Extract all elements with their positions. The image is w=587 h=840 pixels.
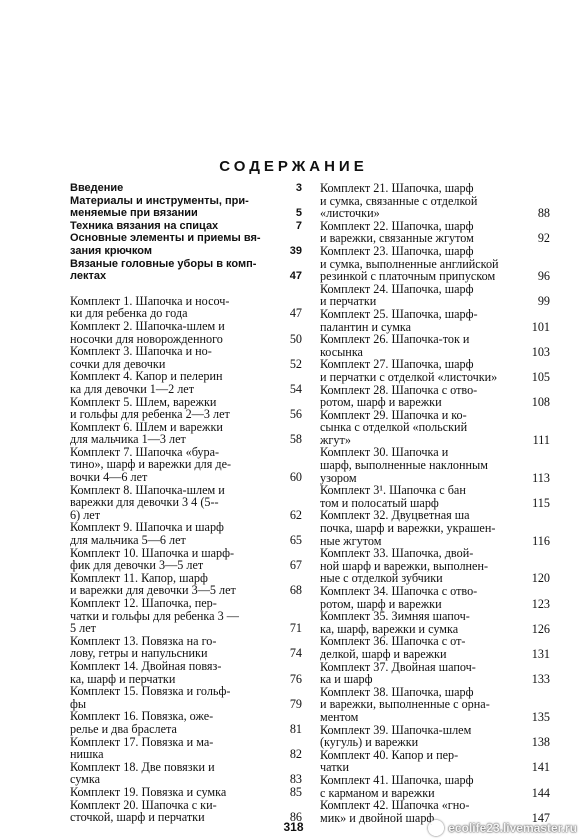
toc-entry [70, 547, 302, 572]
toc-entry-title: Основные элементы и приемы вя- зания крючком [70, 232, 261, 257]
toc-entry-title: Комплект 9. Шапочка и шарф для мальчика 5—6 лет [70, 520, 224, 548]
toc-entry-title: Комплект 2. Шапочка-шлем и носочки для новорожденного [70, 318, 225, 346]
toc-entry-page: 56 [289, 407, 302, 422]
toc-entry [70, 635, 302, 660]
toc-entry-page: 82 [289, 747, 302, 762]
toc-entry-page: 120 [531, 571, 550, 586]
toc-entry-title: Комплект 32. Двуцветная ша почка, шарф и варежки, украшен- ные жгутом [320, 508, 496, 548]
toc-entry-page: 133 [531, 672, 550, 687]
toc-entry-title: Комплект 13. Повязка на го- лову, гетры и напульсники [70, 633, 217, 661]
shop-logo-icon [428, 820, 444, 836]
toc-entry-page: 115 [532, 495, 550, 510]
toc-entry-page: 60 [289, 470, 302, 485]
toc-entry [70, 484, 302, 522]
toc-entry [320, 749, 550, 774]
toc-entry-page: 81 [289, 721, 302, 736]
toc-entry-page: 47 [289, 270, 302, 283]
toc-entry-title: Комплект 29. Шапочка и ко- сынка с отделкой «польский жгут» [320, 407, 468, 447]
toc-entry [320, 509, 550, 547]
toc-entry-title: Комплект 26. Шапочка-ток и косынка [320, 332, 470, 359]
toc-entry-title: Комплект 7. Шапочка «бура- тино», шарф и варежки для де- вочки 4—6 лет [70, 444, 232, 485]
toc-entry [70, 761, 302, 786]
toc-entry-page: 62 [289, 507, 302, 522]
toc-entry [70, 220, 302, 233]
toc-entry [320, 610, 550, 635]
toc-entry-title: Комплект 11. Капор, шарф и варежки для девочки 3—5 лет [70, 570, 236, 598]
toc-entry-page: 96 [537, 269, 550, 284]
toc-entry-title: Комплект 42. Шапочка «гно- мик» и двойной шарф [320, 798, 470, 825]
toc-entry-page: 39 [289, 244, 302, 257]
toc-entry-title: Комплект 25. Шапочка, шарф- палантин и сумка [320, 306, 478, 334]
toc-entry-page: 116 [532, 533, 550, 548]
toc-entry-title: Комплект 30. Шапочка и шарф, выполненные наклонным узором [320, 445, 488, 485]
toc-entry [320, 635, 550, 660]
toc-entry-page: 74 [289, 646, 302, 661]
toc-entry [320, 409, 550, 447]
toc-entry-title: Комплект 15. Повязка и гольф- фы [70, 684, 231, 711]
toc-entry-page: 47 [289, 306, 302, 321]
toc-entry-title: Комплект 39. Шапочка-шлем (кугуль) и варежки [320, 722, 472, 750]
toc-entry-page: 54 [289, 381, 302, 396]
toc-entry [70, 660, 302, 685]
toc-entry-page: 58 [289, 432, 302, 447]
toc-entry-page: 103 [531, 344, 550, 359]
toc-entry-page: 65 [289, 533, 302, 548]
toc-entry-page: 147 [531, 810, 550, 825]
toc-entry [320, 333, 550, 358]
toc-entry-page: 135 [531, 709, 550, 724]
toc-entry-title: Комплект 36. Шапочка с от- делкой, шарф и варежки [320, 634, 466, 661]
toc-entry [70, 685, 302, 710]
toc-entry [70, 521, 302, 546]
toc-entry [70, 710, 302, 735]
toc-entry-title: Комплект 3¹. Шапочка с бан том и полосатый шарф [320, 483, 466, 510]
toc-entry-page: 5 [295, 207, 302, 220]
toc-entry-page: 83 [289, 772, 302, 787]
page-title: СОДЕРЖАНИЕ [219, 158, 368, 175]
toc-entry [70, 572, 302, 597]
toc-entry-page: 126 [531, 621, 550, 636]
toc-entry-title: Комплект 16. Повязка, оже- релье и два браслета [70, 709, 214, 736]
toc-entry-title: Комплект 21. Шапочка, шарф и сумка, связанные с отделкой «листочки» [320, 181, 478, 221]
toc-entry-title: Комплект 6. Шлем и варежки для мальчика 1—3 лет [70, 419, 223, 447]
toc-entry [70, 182, 302, 195]
watermark [428, 820, 577, 836]
toc-entry [70, 396, 302, 421]
toc-entry-title: Комплект 5. Шлем, варежки и гольфы для ребенка 2—3 лет [70, 394, 230, 422]
toc-entry-page: 144 [531, 785, 550, 800]
toc-entry [70, 446, 302, 484]
toc-entry-page: 92 [537, 231, 550, 246]
toc-entry-title: Комплект 3. Шапочка и но- сочки для девочки [70, 344, 212, 371]
toc-entry [70, 786, 302, 799]
toc-entry-title: Комплект 34. Шапочка с отво- ротом, шарф и варежки [320, 584, 478, 611]
toc-entry-title: Комплект 18. Две повязки и сумка [70, 759, 215, 787]
toc-entry-page: 52 [289, 356, 302, 371]
toc-entry [320, 774, 550, 799]
toc-entry-page: 67 [289, 558, 302, 573]
toc-entry [70, 345, 302, 370]
toc-entry-page: 131 [531, 646, 550, 661]
toc-entry-title: Комплект 23. Шапочка, шарф и сумка, выполненные английской резинкой с платочным припуском [320, 243, 499, 284]
toc-entry-page: 79 [289, 696, 302, 711]
toc-entry-title: Комплект 14. Двойная повяз- ка, шарф и перчатки [70, 658, 222, 686]
toc-entry-page: 7 [295, 219, 302, 232]
toc-entry [320, 484, 550, 509]
toc-entry-page: 50 [289, 331, 302, 346]
toc-entry-title: Комплект 1. Шапочка и носоч- ки для ребенка до года [70, 293, 230, 321]
toc-entry-page: 101 [531, 319, 550, 334]
toc-entry [320, 547, 550, 585]
toc-entry [320, 182, 550, 220]
toc-entry-page: 88 [537, 206, 550, 221]
toc-entry-title: Комплект 40. Капор и пер- чатки [320, 747, 459, 775]
page-number: 318 [283, 820, 304, 834]
toc-entry-title: Комплект 4. Капор и пелерин ка для девочки 1—2 лет [70, 369, 223, 396]
toc-entry [320, 661, 550, 686]
toc-entry [320, 384, 550, 409]
toc-entry [320, 283, 550, 308]
toc-entry [320, 585, 550, 610]
toc-entry-title: Комплект 41. Шапочка, шарф с карманом и варежки [320, 772, 474, 800]
toc-entry-page: 68 [289, 583, 302, 598]
toc-entry [70, 370, 302, 395]
toc-right-column [320, 182, 550, 824]
toc-entry [320, 686, 550, 724]
toc-entry [70, 232, 302, 257]
toc-entry-title: Комплект 33. Шапочка, двой- ной шарф и варежки, выполнен- ные с отделкой зубчики [320, 546, 489, 586]
toc-entry-title: Комплект 28. Шапочка с отво- ротом, шарф и варежки [320, 382, 478, 410]
toc-entry-page: 85 [289, 784, 302, 799]
toc-entry [70, 258, 302, 283]
toc-entry-title: Комплект 20. Шапочка с ки- сточкой, шарф и перчатки [70, 797, 217, 825]
toc-entry [70, 597, 302, 635]
toc-entry-title: Комплект 27. Шапочка, шарф и перчатки с отделкой «листочки» [320, 357, 498, 384]
toc-entry-title: Комплект 12. Шапочка, пер- чатки и гольфы для ребенка 3 — 5 лет [70, 596, 239, 636]
toc-entry [320, 446, 550, 484]
toc-entry [320, 220, 550, 245]
toc-left-column [70, 182, 302, 824]
toc-entry [70, 736, 302, 761]
toc-entry [320, 358, 550, 383]
toc-entry-page: 113 [532, 470, 550, 485]
toc-entry-page: 108 [531, 395, 550, 410]
toc-entry-title: Комплект 10. Шапочка и шарф- фик для девочки 3—5 лет [70, 545, 235, 573]
toc-entry-page: 111 [532, 432, 550, 447]
toc-entry [70, 295, 302, 320]
toc-entry-title: Комплект 37. Двойная шапоч- ка и шарф [320, 659, 476, 687]
toc-entry [320, 245, 550, 283]
toc-entry-title: Комплект 24. Шапочка, шарф и перчатки [320, 281, 474, 309]
toc-entry-page: 3 [295, 182, 302, 194]
toc-entry-page: 105 [531, 369, 550, 384]
toc-entry-title: Вязаные головные уборы в комп- лектах [70, 257, 257, 283]
toc-entry-title: Комплект 19. Повязка и сумка [70, 784, 227, 799]
toc-entry [320, 308, 550, 333]
toc-entry-title: Комплект 35. Зимняя шапоч- ка, шарф, варежки и сумка [320, 609, 470, 636]
toc-entry-title: Материалы и инструменты, при- меняемые при вязании [70, 194, 249, 220]
toc-entry-page: 99 [537, 294, 550, 309]
toc-entry-page: 76 [289, 671, 302, 686]
toc-entry [70, 195, 302, 220]
toc-entry [70, 421, 302, 446]
toc-entry-page: 71 [289, 621, 302, 636]
toc-entry-page: 138 [531, 735, 550, 750]
toc-entry-page: 86 [289, 810, 302, 825]
toc-entry-title: Техника вязания на спицах [70, 219, 219, 232]
toc-entry-title: Комплект 22. Шапочка, шарф и варежки, связанные жгутом [320, 218, 474, 246]
toc-entry [320, 724, 550, 749]
toc-entry [70, 320, 302, 345]
toc-entry-title: Введение [70, 182, 124, 194]
toc-entry-page: 141 [531, 760, 550, 775]
watermark-text: ecolife23.livemaster.ru [448, 821, 577, 835]
toc-entry-title: Комплект 17. Повязка и ма- нишка [70, 734, 214, 762]
toc-entry-title: Комплект 8. Шапочка-шлем и варежки для девочки 3 4 (5-- 6) лет [70, 482, 225, 522]
toc-entry-title: Комплект 38. Шапочка, шарф и варежки, выполненные с орна- ментом [320, 684, 490, 724]
toc-entry-page: 123 [531, 596, 550, 611]
